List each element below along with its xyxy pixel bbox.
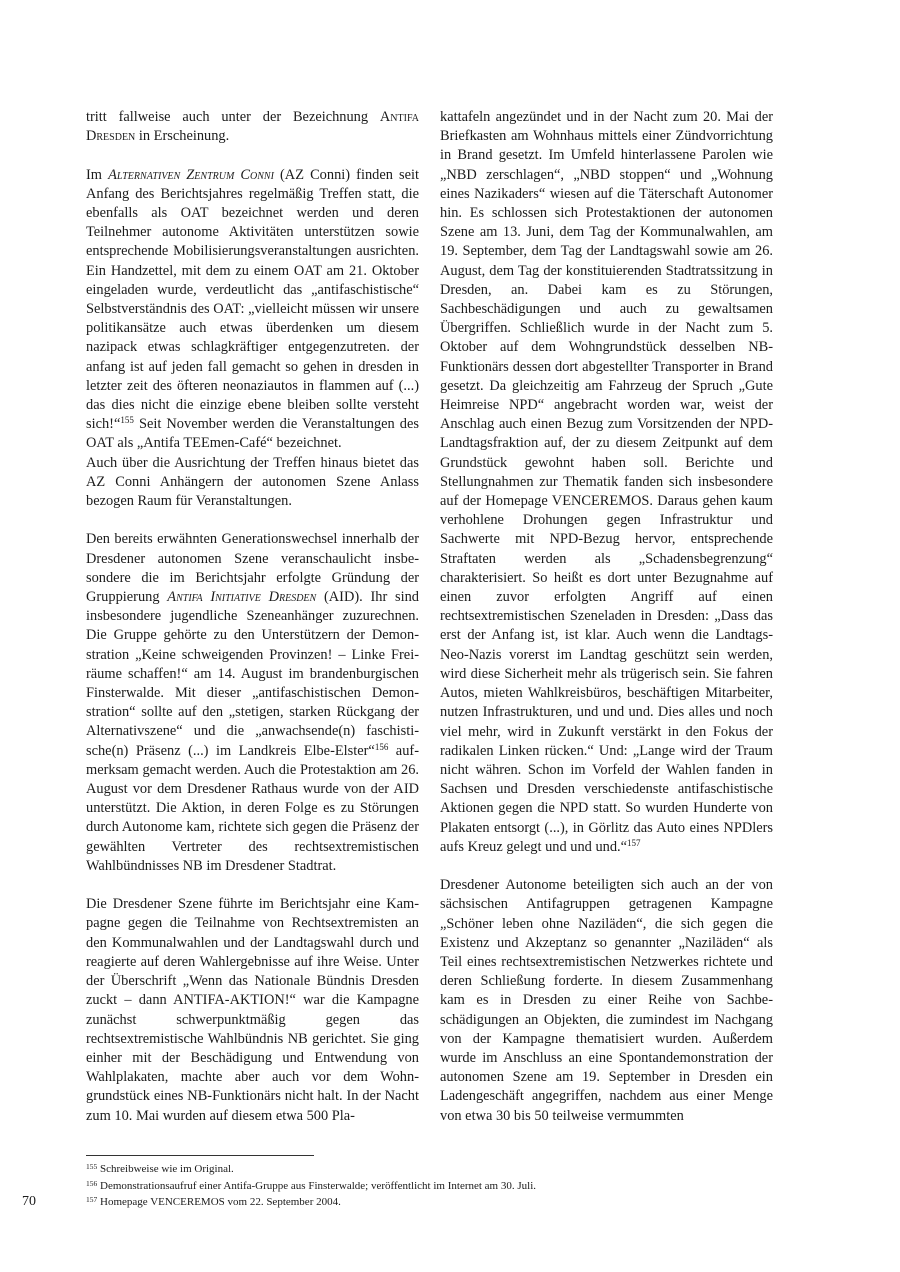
left-column [86,108,419,1126]
paragraph: Auch über die Ausrichtung der Treffen hinaus bietet das AZ Conni Anhängern der autonomen Szene Anlass bezogen Raum für Veranstaltungen. [86,454,419,510]
footnotes [86,1161,786,1211]
footnote [86,1178,786,1195]
paragraph-text: Im [86,166,109,183]
paragraph [86,530,419,876]
paragraph-text: in Erscheinung. [135,128,230,145]
footnote-ref: 155 [120,415,134,426]
paragraph-text: tritt fallweise auch unter der Bezeichnung [86,109,380,125]
footnote-ref: 156 [374,741,389,752]
organization-name: Antifa Initiative Dresden [167,589,317,606]
footnote-text: Homepage VENCEREMOS vom 22. September 2004. [100,1196,341,1208]
paragraph-text: (AZ Conni) finden seit Anfang des Berichtsjahres regelmäßig Treffen statt, die ebenfalls als OAT bezeichnet werden und deren Teilnehmer autonome Aktivitäten unterstützen sowie entsprechende Mobilisierungsveranstaltungen ausrichten. Ein Handzettel, mit dem zu einem OAT am 21. Oktober eingeladen wurde, verdeutlicht das „antifaschistische“ Selbstverständnis des OAT: „vielleicht müssen wir unsere politikansätze auch etwas überdenken um diesem nazipack etwas schlagkräftiger entgegenzutreten. der anfang ist auf jeden fall gemacht so gehen in dresden in letzter zeit des öfteren neonaziautos in flammen auf (...) das dies nicht die einzige ebene bleiben sollte versteht sich!“ [86,166,419,433]
paragraph [86,166,419,454]
paragraph [440,108,773,857]
paragraph: Dresdener Autonome beteiligten sich auch an der von sächsischen Antifagruppen getragenen Kampagne „Schöner leben ohne Naziläden“, die sich gegen die Existenz und Akzeptanz so genannter „Naziläden“ als Teil eines rechtsextremistischen Netzwerkes richtete und deren Schließung forderte. In diesem Zusammenhang kam es in Dresden zu einer Reihe von Sachbeschädigungen an Objekten, die zumindest im Nachgang von der Kampagne thematisiert wurden. Außerdem wurde im Anschluss an eine Spontandemonstration der autonomen Szene am 19. September in Dresden ein Ladengeschäft angegriffen, nachdem aus einer Menge von etwa 30 bis 50 teilweise vermummten [440,877,773,1124]
paragraph-text: aufmerksam gemacht werden. Auch die Protestaktion am 26. August vor dem Dresdener Rathaus wurde von der AID unterstützt. Die Aktion, in deren Folge es zu Störungen durch Autonome kam, richtete sich gegen die Präsenz der gewählten Vertreter des rechtsextremistischen Wahlbündnisses NB im Dresdener Stadtrat. [86,742,419,874]
footnote [86,1161,786,1178]
paragraph-text: Seit November werden die Veranstaltungen des OAT als „Antifa TEEmen-Café“ bezeichnet. [86,416,419,452]
footnote-ref: 157 [627,837,641,848]
footnote [86,1194,786,1211]
footnote-number: 157 [86,1195,98,1204]
paragraph-text: kattafeln angezündet und in der Nacht zum 20. Mai der Briefkasten am Wohnhaus mittels einer Zündvorrichtung in Brand gesetzt. Im Umfeld hinterlassene Parolen wie „NBD zerschlagen“, „NBD stoppen“ und „Wohnung eines Nazikaders“ wiesen auf die Täterschaft Autonomer hin. Es schlossen sich Protestaktionen der autonomen Szene am 13. Juni, dem Tag der Kommunalwahlen, am 19. September, dem Tag der Landtagswahl sowie am 26. August, dem Tag der konstituierenden Stadtratssitzung in Dresden, an. Dabei kam es zu Störungen, Sachbeschädigungen und auch zu gewaltsamen Übergriffen. Schließlich wurde in der Nacht zum 5. Oktober auf dem Wohngrundstück desselben NB-Funktionärs dessen dort abgestellter Transporter in Brand gesetzt. Da gleichzeitig am Fahrzeug der Spruch „Gute Heimreise NPD“ angebracht worden war, weist der Anschlag auch einen Bezug zum Vorsitzenden der NPD-Landtagsfraktion auf, der zu diesem Zeitpunkt auf dem Grundstück gewohnt haben soll. Berichte und Stellungnahmen zur Thematik fanden sich insbesondere auf der Homepage VENCEREMOS. Daraus gehen kaum verhohlene Drohungen gegen Infrastruktur und Sachwerte mit NPD-Bezug hervor, entsprechende Straftaten werden als „Schadensbegrenzung“ charakterisiert. So heißt es dort unter Bezugnahme auf einen zuvor erfolgten Angriff auf einen rechtsextremistischen Szeneladen in Dresden: „Dass das erst der Anfang ist, ist klar. Auch wenn die Landtags-Neo-Nazis vorerst im Landtag geschützt sein werden, wird diese Sicherheit mehr als trügerisch sein. Sie fahren Autos, mieten Wahlkreisbüros, beschäftigen Mitarbeiter, nutzen Infrastrukturen, und und und. Dies alles und noch viel mehr, wird in Zukunft verstärkt in den Fokus der radikalen Linken rücken.“ Und: „Lange wird der Traum nicht währen. Schon im Vorfeld der Wahlen fanden in Sachsen und Dresden verschiedenste antifaschistische Aktionen gegen die NPD statt. So wurden Hunderte von Plakaten entsorgt (...), in Görlitz das Auto eines NPDlers aufs Kreuz gelegt und und und.“ [440,109,773,855]
footnote-number: 156 [86,1178,98,1188]
footnote-text: Demonstrationsaufruf einer Antifa-Gruppe aus Finsterwalde; veröffentlicht im Internet am 30. Juli. [100,1179,537,1192]
paragraph-text: Den bereits erwähnten Generationswechsel innerhalb der Dresdener autonomen Szene veranschaulicht insbesondere die im Berichtsjahr erfolgte Gründung der Gruppierung [86,531,419,606]
paragraph: Die Dresdener Szene führte im Berichtsjahr eine Kampagne gegen die Teilnahme von Rechtsextremisten an den Kommunalwahlen und der Landtagswahl durch und reagierte auf deren Wahlergebnisse auf ihre Weise. Unter der Überschrift „Wenn das Nationale Bündnis Dresden zuckt – dann ANTIFA-AKTION!“ war die Kampagne zunächst schwerpunktmäßig gegen das rechtsextremistische Wahlbündnis NB gerichtet. Sie ging einher mit der Beschädigung und Entwendung von Wahlplakaten, machte aber auch vor dem Wohngrundstück eines NB-Funktionärs nicht halt. In der Nacht zum 10. Mai wurden auf diesem etwa 500 Pla- [86,896,419,1124]
right-column [440,108,773,1126]
page-number: 70 [22,1194,36,1209]
paragraph [86,108,419,146]
group-name: Antifa Dresden [86,109,419,145]
footnote-divider [86,1155,314,1156]
organization-name: Alternativen Zentrum Conni [108,166,274,183]
footnote-text: Schreibweise wie im Original. [100,1163,234,1175]
footnote-number: 155 [86,1162,98,1171]
paragraph-text: (AID). Ihr sind insbesondere jugendliche Szeneanhänger zuzurechnen. Die Gruppe gehörte zu den Unterstützern der Demonstration „Keine schweigenden Provinzen! – Linke Freiräume schaffen!“ am 14. August im brandenburgischen Finsterwalde. Mit dieser „antifaschistischen Demonstration“ sollte auf den „stetigen, starken Rückgang der Alternativszene“ und die „anwachsende(n) faschistische(n) Präsenz (...) im Landkreis Elbe-Elster“ [86,589,419,759]
